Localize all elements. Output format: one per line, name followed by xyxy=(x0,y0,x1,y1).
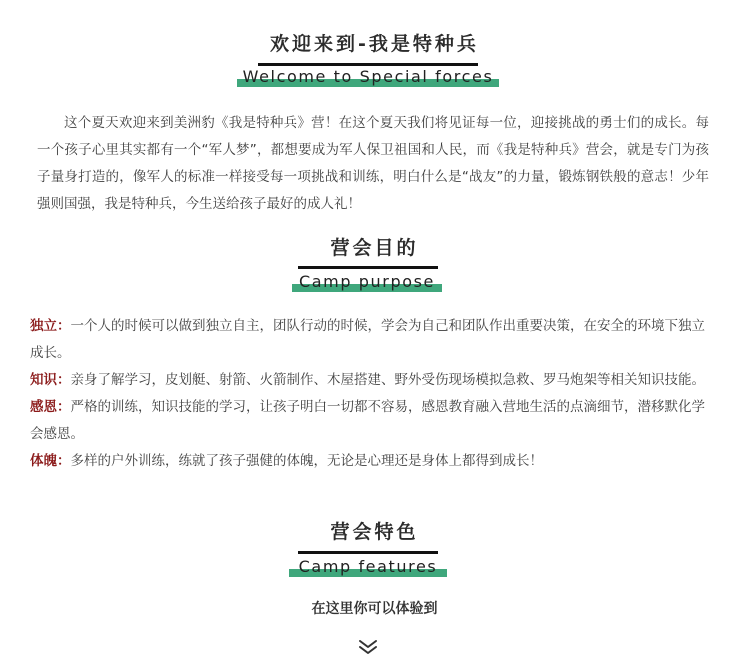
welcome-heading xyxy=(0,32,749,56)
purpose-text: 严格的训练，知识技能的学习，让孩子明白一切都不容易，感恩教育融入营地生活的点滴细节，潜移默化学会感恩。 xyxy=(30,399,705,442)
purpose-text: 亲身了解学习，皮划艇、射箭、火箭制作、木屋搭建、野外受伤现场模拟急救、罗马炮架等相关知识技能。 xyxy=(70,372,705,388)
double-chevron-down-icon[interactable] xyxy=(357,638,379,656)
purpose-text: 一个人的时候可以做到独立自主，团队行动的时候，学会为自己和团队作出重要决策，在安全的环境下独立成长。 xyxy=(30,318,705,361)
purpose-item-gratitude xyxy=(30,394,710,448)
purpose-title-en: Camp purpose xyxy=(298,272,435,291)
purpose-subtitle-block xyxy=(292,272,442,292)
purpose-item-independence xyxy=(30,313,710,367)
features-subtitle: 在这里你可以体验到 xyxy=(311,601,438,617)
purpose-divider xyxy=(298,266,438,269)
purpose-title-cn: 营会目的 xyxy=(330,237,419,259)
welcome-divider xyxy=(258,63,478,66)
welcome-subtitle-block xyxy=(237,67,499,87)
purpose-term: 知识： xyxy=(30,372,71,388)
purpose-item-knowledge xyxy=(30,367,710,394)
features-title-en: Camp features xyxy=(298,557,438,576)
purpose-list xyxy=(30,313,710,475)
features-subtitle-block xyxy=(289,557,447,577)
features-divider xyxy=(298,551,438,554)
welcome-title-en: Welcome to Special forces xyxy=(242,67,494,86)
features-heading xyxy=(0,520,749,544)
purpose-term: 体魄： xyxy=(30,453,71,469)
purpose-term: 独立： xyxy=(30,318,71,334)
purpose-heading xyxy=(0,236,749,260)
intro-paragraph: 这个夏天欢迎来到美洲豹《我是特种兵》营！在这个夏天我们将见证每一位，迎接挑战的勇士们的成长。每一个孩子心里其实都有一个“军人梦”，都想要成为军人保卫祖国和人民，而《我是特种兵》营会，就是专门为孩子量身打造的，像军人的标准一样接受每一项挑战和训练，明白什么是“战友”的力量，锻炼钢铁般的意志！少年强则国强，我是特种兵，今生送给孩子最好的成人礼！ xyxy=(37,115,709,212)
purpose-term: 感恩： xyxy=(30,399,71,415)
purpose-text: 多样的户外训练，练就了孩子强健的体魄，无论是心理还是身体上都得到成长！ xyxy=(70,453,543,469)
welcome-title-cn: 欢迎来到-我是特种兵 xyxy=(270,33,479,55)
features-title-cn: 营会特色 xyxy=(330,521,419,543)
purpose-item-physique xyxy=(30,448,710,475)
